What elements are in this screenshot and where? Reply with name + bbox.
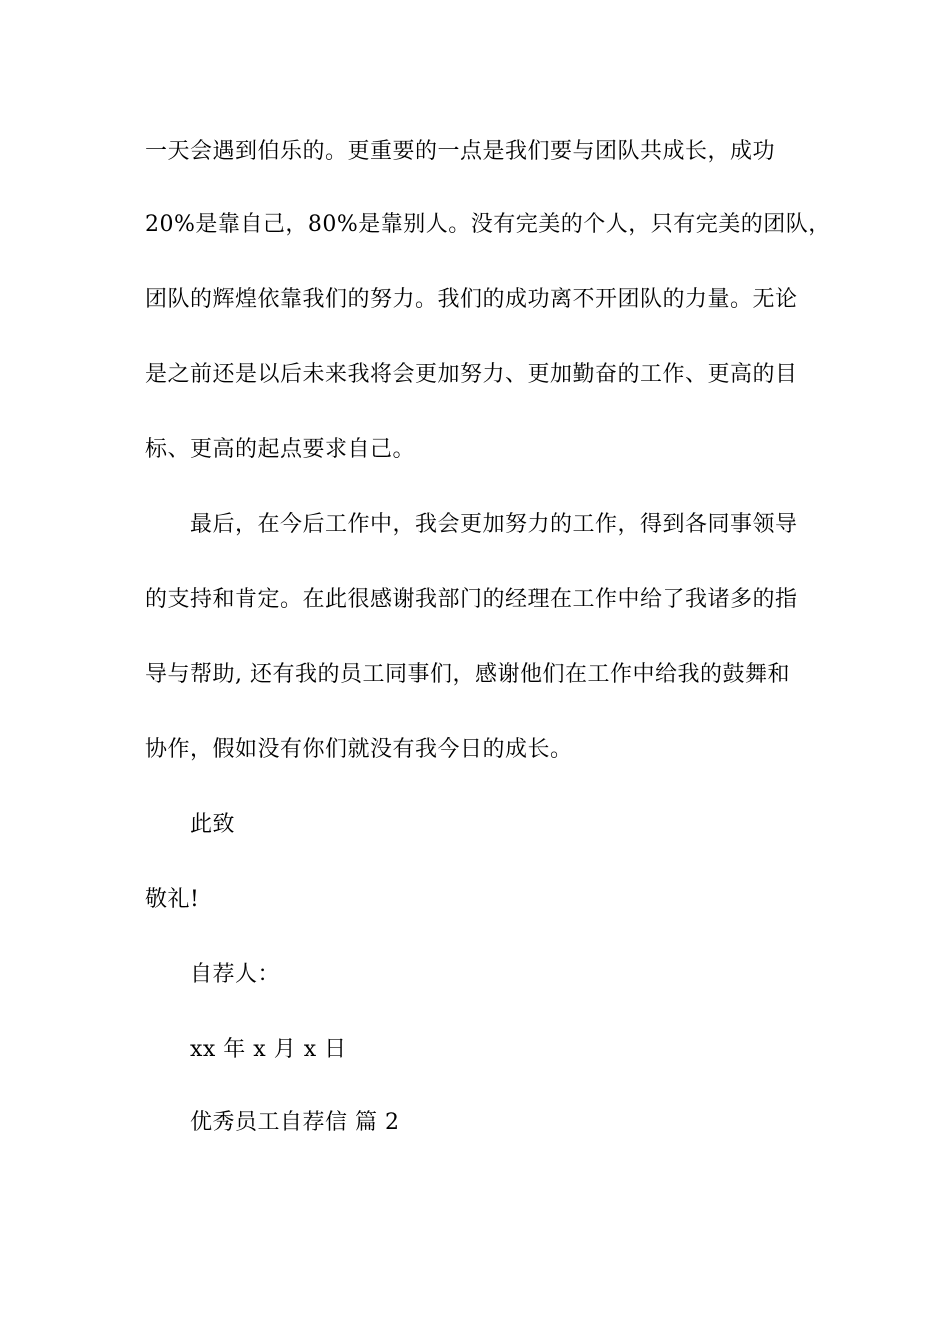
signature-date: xx 年 x 月 x 日	[190, 1037, 347, 1062]
paragraph-line: 最后，在今后工作中，我会更加努力的工作，得到各同事领导	[190, 512, 798, 537]
paragraph-line: 团队的辉煌依靠我们的努力。我们的成功离不开团队的力量。无论	[145, 287, 798, 312]
signer-label: 自荐人：	[190, 962, 281, 987]
paragraph-line: 的支持和肯定。在此很感谢我部门的经理在工作中给了我诸多的指	[145, 587, 798, 612]
paragraph-line: 一天会遇到伯乐的。更重要的一点是我们要与团队共成长，成功	[145, 139, 776, 164]
section-title: 优秀员工自荐信 篇 2	[190, 1110, 400, 1135]
paragraph-line: 导与帮助, 还有我的员工同事们，感谢他们在工作中给我的鼓舞和	[145, 662, 790, 687]
paragraph-line: 是之前还是以后未来我将会更加努力、更加勤奋的工作、更高的目	[145, 362, 798, 387]
paragraph-line: 协作，假如没有你们就没有我今日的成长。	[145, 737, 573, 762]
paragraph-line: 标、更高的起点要求自己。	[145, 437, 416, 462]
closing-salutation: 此致	[190, 812, 236, 837]
paragraph-line: 20%是靠自己，80%是靠别人。没有完美的个人，只有完美的团队，	[145, 212, 831, 237]
closing-regards: 敬礼!	[145, 887, 200, 912]
